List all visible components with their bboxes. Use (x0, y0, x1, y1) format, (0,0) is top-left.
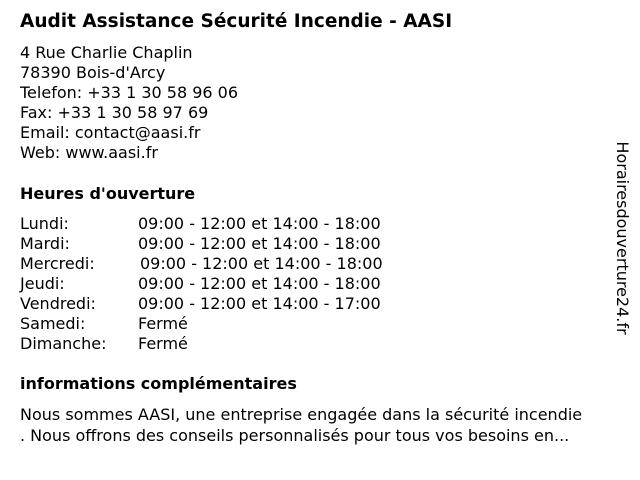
day-label: Mercredi: (20, 254, 95, 273)
hours-value: Fermé (138, 334, 188, 353)
hours-row-friday (20, 294, 480, 314)
day-label: Vendredi: (20, 294, 96, 313)
hours-row-monday (20, 214, 480, 234)
day-label: Dimanche: (20, 334, 107, 353)
website: Web: www.aasi.fr (20, 143, 158, 162)
email-address: Email: contact@aasi.fr (20, 123, 201, 142)
hours-value: 09:00 - 12:00 et 14:00 - 17:00 (138, 294, 381, 313)
address-city: 78390 Bois-d'Arcy (20, 63, 166, 82)
opening-hours-heading: Heures d'ouverture (20, 184, 196, 203)
description-line: Nous sommes AASI, une entreprise engagée dans la sécurité incendie (20, 405, 583, 424)
day-label: Mardi: (20, 234, 70, 253)
hours-row-saturday (20, 314, 480, 334)
hours-value: 09:00 - 12:00 et 14:00 - 18:00 (138, 234, 381, 253)
contact-block (20, 43, 238, 163)
hours-row-tuesday (20, 234, 480, 254)
address-street: 4 Rue Charlie Chaplin (20, 43, 193, 62)
hours-value: 09:00 - 12:00 et 14:00 - 18:00 (140, 254, 383, 273)
hours-value: Fermé (138, 314, 188, 333)
phone-number: Telefon: +33 1 30 58 96 06 (20, 83, 239, 102)
business-name: Audit Assistance Sécurité Incendie - AASI (20, 11, 453, 32)
description (20, 404, 632, 446)
day-label: Jeudi: (20, 274, 65, 293)
additional-info-heading: informations complémentaires (20, 374, 297, 393)
description-line: . Nous offrons des conseils personnalisés pour tous vos besoins en... (20, 426, 570, 445)
site-watermark: Horairesdouverture24.fr (613, 141, 632, 335)
day-label: Lundi: (20, 214, 69, 233)
hours-value: 09:00 - 12:00 et 14:00 - 18:00 (138, 214, 381, 233)
opening-hours-table (20, 214, 480, 354)
hours-row-thursday (20, 274, 480, 294)
hours-row-wednesday (20, 254, 480, 274)
hours-value: 09:00 - 12:00 et 14:00 - 18:00 (138, 274, 381, 293)
day-label: Samedi: (20, 314, 86, 333)
fax-number: Fax: +33 1 30 58 97 69 (20, 103, 209, 122)
hours-row-sunday (20, 334, 480, 354)
